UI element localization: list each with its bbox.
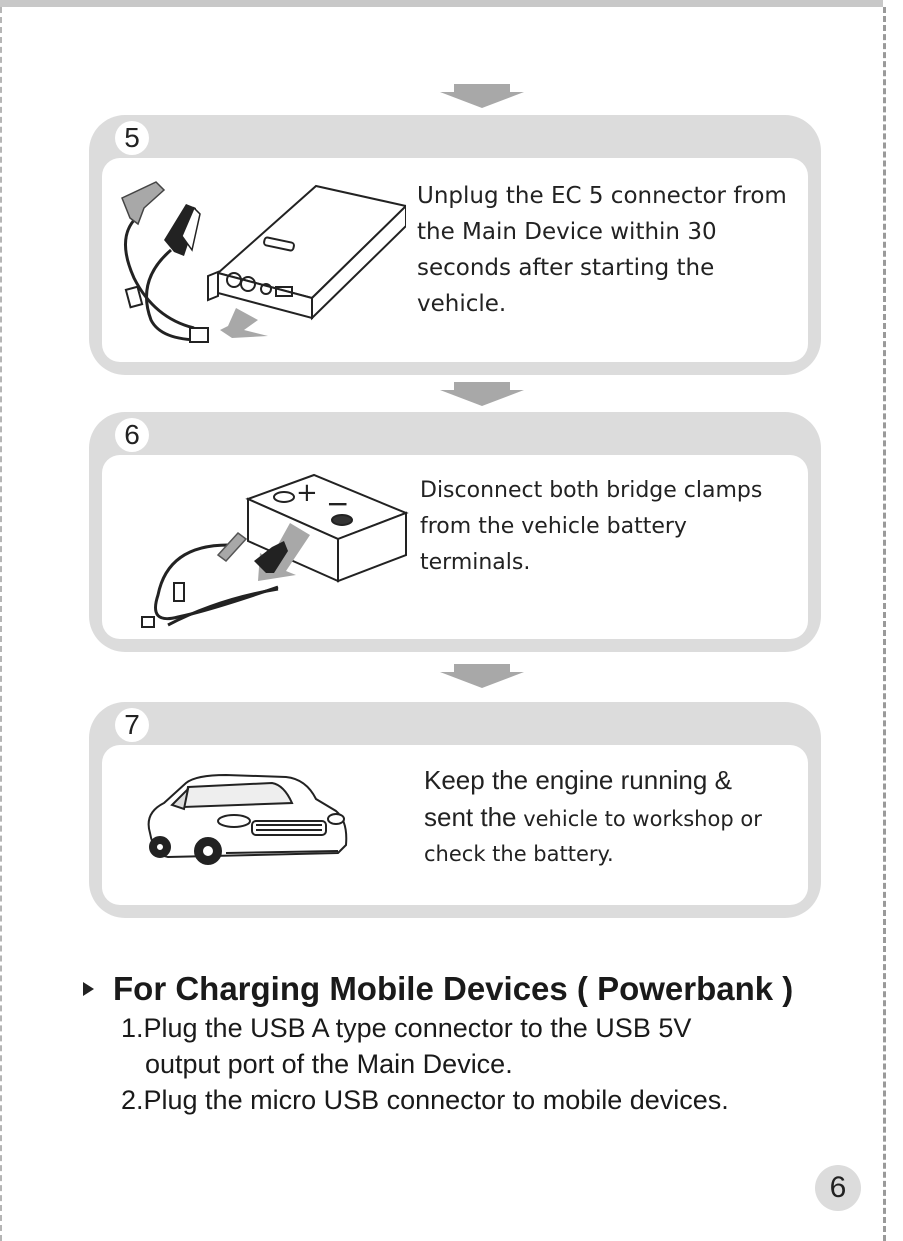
instruction-line: 1.Plug the USB A type connector to the USB 5V (121, 1013, 692, 1043)
triangle-bullet-icon (83, 982, 94, 996)
step-number: 5 (115, 121, 149, 155)
battery-minus-icon: − (326, 487, 350, 520)
powerbank-with-clamps-icon (116, 168, 406, 348)
section-title (83, 968, 843, 1010)
instruction-line: output port of the Main Device. (145, 1049, 513, 1079)
step-text-line: from the vehicle battery (420, 514, 687, 539)
step-text-line: sent the (424, 802, 517, 832)
step-text-line: Unplug the EC 5 connector from (417, 183, 787, 209)
down-arrow-icon (440, 84, 524, 108)
step-content (102, 745, 808, 905)
step-text-line: check the battery. (424, 842, 614, 866)
step-text-line: the Main Device within 30 (417, 219, 717, 245)
powerbank-section (83, 968, 843, 1118)
right-dashed-border (883, 7, 886, 1241)
top-rule (0, 0, 883, 7)
step-text-line: seconds after starting the (417, 255, 715, 281)
step-content (102, 158, 808, 362)
step-card-5 (89, 115, 821, 375)
step-text-line: Disconnect both bridge clamps (420, 478, 763, 503)
step-card-6 (89, 412, 821, 652)
left-dashed-border (0, 7, 2, 1241)
down-arrow-icon (440, 664, 524, 688)
step-text-line: Keep the engine running & (424, 765, 732, 795)
step-text-line: terminals. (420, 550, 531, 575)
step-card-7 (89, 702, 821, 918)
battery-with-clamps-icon (138, 473, 418, 633)
page-number: 6 (815, 1165, 861, 1211)
car-icon (142, 773, 350, 869)
step-number: 6 (115, 418, 149, 452)
step-content (102, 455, 808, 639)
instruction-line: 2.Plug the micro USB connector to mobile devices. (121, 1085, 729, 1115)
step-number: 7 (115, 708, 149, 742)
step-text-line: vehicle to workshop or (523, 807, 762, 831)
section-title-text: For Charging Mobile Devices ( Powerbank ) (113, 970, 794, 1007)
battery-plus-icon: + (296, 478, 318, 508)
step-text-line: vehicle. (417, 291, 507, 317)
down-arrow-icon (440, 382, 524, 406)
